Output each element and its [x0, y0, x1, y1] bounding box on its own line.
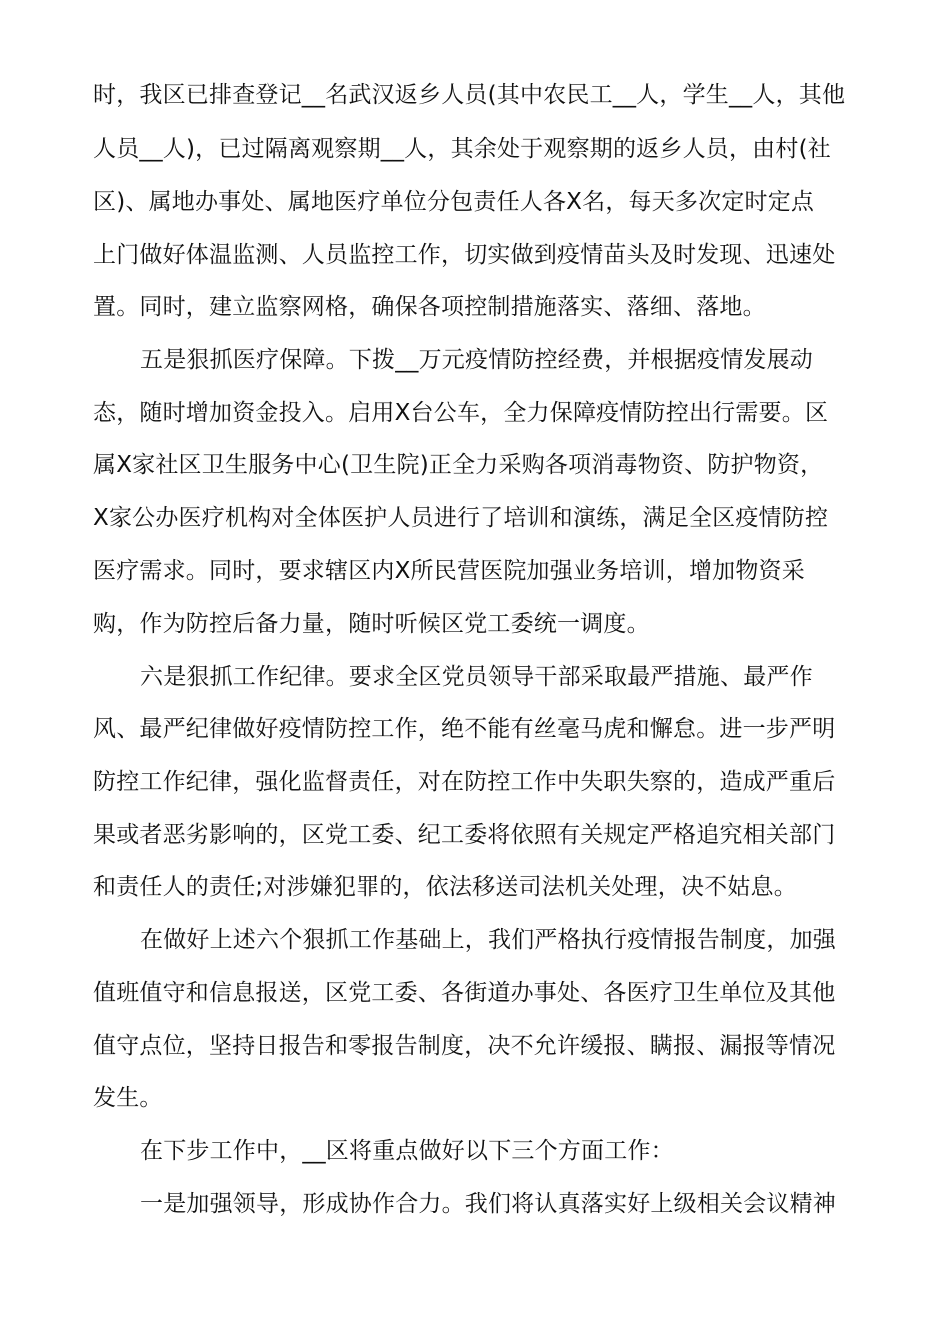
text-line: 购，作为防控后备力量，随时听候区党工委统一调度。 — [93, 611, 650, 637]
text-line: 上门做好体温监测、人员监控工作，切实做到疫情苗头及时发现、迅速处 — [93, 242, 836, 268]
text-line: 果或者恶劣影响的，区党工委、纪工委将依照有关规定严格追究相关部门 — [93, 822, 836, 848]
text-line: 值班值守和信息报送，区党工委、各街道办事处、各医疗卫生单位及其他 — [93, 980, 836, 1006]
text-line: X家公办医疗机构对全体医护人员进行了培训和演练，满足全区疫情防控 — [93, 505, 829, 531]
text-line: 人员__人)，已过隔离观察期__人，其余处于观察期的返乡人员，由村(社 — [93, 136, 831, 162]
text-line: 医疗需求。同时，要求辖区内X所民营医院加强业务培训，增加物资采 — [93, 558, 805, 584]
text-line: 时，我区已排查登记__名武汉返乡人员(其中农民工__人，学生__人，其他 — [93, 82, 846, 108]
text-line: 和责任人的责任;对涉嫌犯罪的，依法移送司法机关处理，决不姑息。 — [93, 874, 797, 900]
text-line: 发生。 — [93, 1085, 163, 1111]
paragraph-first-line: 六是狠抓工作纪律。要求全区党员领导干部采取最严措施、最严作 — [140, 664, 813, 690]
paragraph-first-line: 五是狠抓医疗保障。下拨__万元疫情防控经费，并根据疫情发展动 — [140, 347, 813, 373]
text-line: 置。同时，建立监察网格，确保各项控制措施落实、落细、落地。 — [93, 294, 766, 320]
paragraph-first-line: 在做好上述六个狠抓工作基础上，我们严格执行疫情报告制度，加强 — [140, 927, 836, 953]
text-line: 区)、属地办事处、属地医疗单位分包责任人各X名，每天多次定时定点 — [93, 189, 815, 215]
text-line: 态，随时增加资金投入。启用X台公车，全力保障疫情防控出行需要。区 — [93, 400, 829, 426]
text-line: 值守点位，坚持日报告和零报告制度，决不允许缓报、瞒报、漏报等情况 — [93, 1033, 836, 1059]
text-line: 防控工作纪律，强化监督责任，对在防控工作中失职失察的，造成严重后 — [93, 769, 836, 795]
paragraph-first-line: 在下步工作中，__区将重点做好以下三个方面工作： — [140, 1138, 674, 1164]
text-line: 属X家社区卫生服务中心(卫生院)正全力采购各项消毒物资、防护物资， — [93, 452, 824, 478]
paragraph-first-line: 一是加强领导，形成协作合力。我们将认真落实好上级相关会议精神 — [140, 1191, 836, 1217]
text-line: 风、最严纪律做好疫情防控工作，绝不能有丝毫马虎和懈怠。进一步严明 — [93, 716, 836, 742]
